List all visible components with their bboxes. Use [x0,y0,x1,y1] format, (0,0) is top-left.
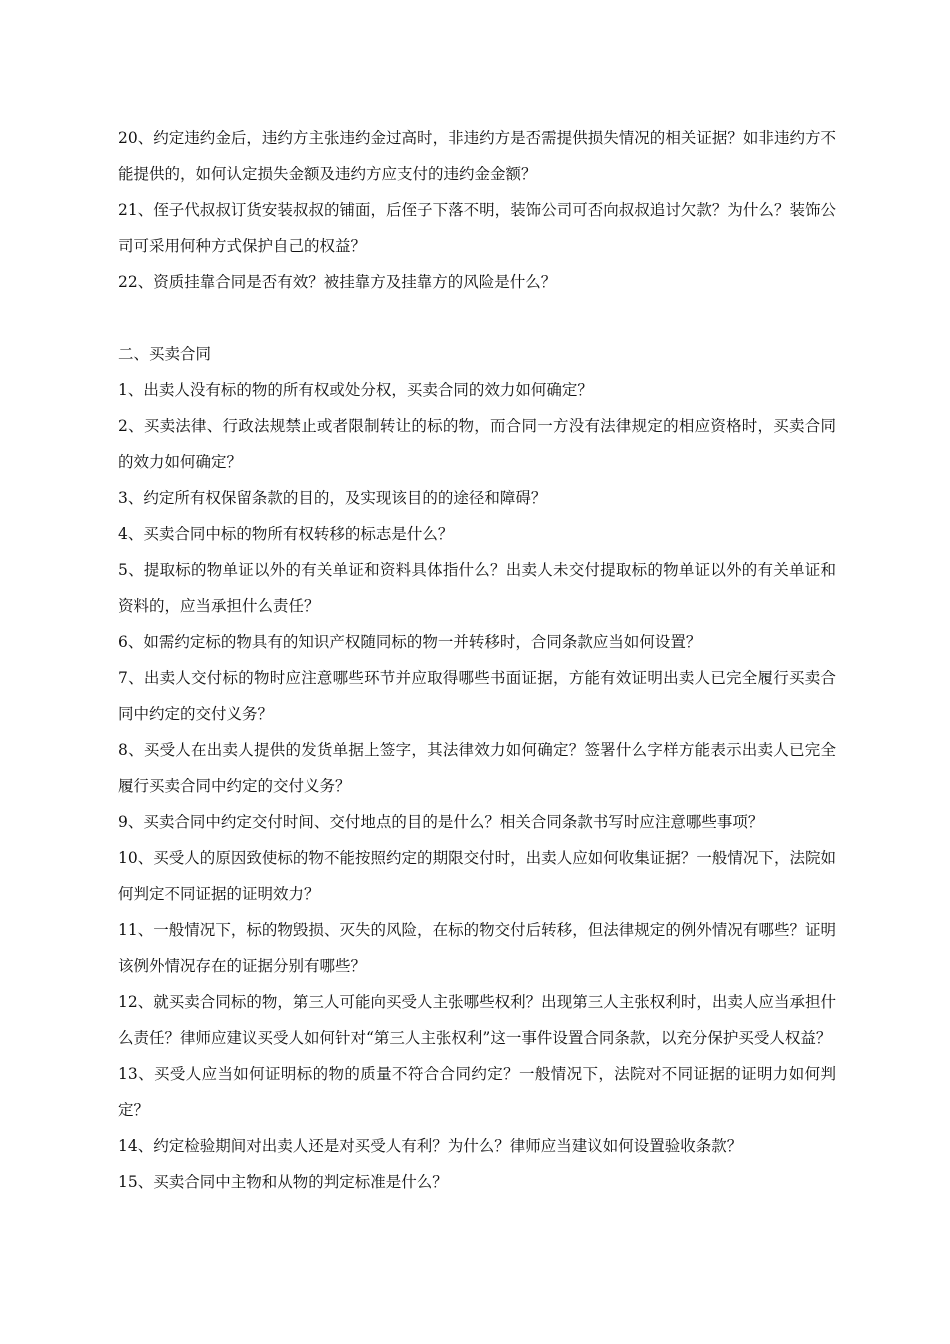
question-item: 9、买卖合同中约定交付时间、交付地点的目的是什么？相关合同条款书写时应注意哪些事项？ [118,813,764,831]
section-heading: 二、买卖合同 [118,345,212,363]
question-item: 15、买卖合同中主物和从物的判定标准是什么？ [118,1173,448,1191]
question-item: 14、约定检验期间对出卖人还是对买受人有利？为什么？律师应当建议如何设置验收条款？ [118,1137,743,1155]
question-item: 21、侄子代叔叔订货安装叔叔的铺面，后侄子下落不明，装饰公司可否向叔叔追讨欠款？为什么？装饰公司可采用何种方式保护自己的权益？ [118,201,836,255]
question-item: 5、提取标的物单证以外的有关单证和资料具体指什么？出卖人未交付提取标的物单证以外的有关单证和资料的，应当承担什么责任？ [118,561,836,615]
question-item: 8、买受人在出卖人提供的发货单据上签字，其法律效力如何确定？签署什么字样方能表示出卖人已完全履行买卖合同中约定的交付义务？ [118,741,836,795]
question-item: 7、出卖人交付标的物时应注意哪些环节并应取得哪些书面证据，方能有效证明出卖人已完全履行买卖合同中约定的交付义务？ [118,669,836,723]
question-item: 2、买卖法律、行政法规禁止或者限制转让的标的物，而合同一方没有法律规定的相应资格时，买卖合同的效力如何确定？ [118,417,836,471]
question-item: 20、约定违约金后，违约方主张违约金过高时，非违约方是否需提供损失情况的相关证据？如非违约方不能提供的，如何认定损失金额及违约方应支付的违约金金额？ [118,129,836,183]
document-body [118,120,836,1200]
question-item: 22、资质挂靠合同是否有效？被挂靠方及挂靠方的风险是什么？ [118,273,557,291]
question-item: 11、一般情况下，标的物毁损、灭失的风险，在标的物交付后转移，但法律规定的例外情况有哪些？证明该例外情况存在的证据分别有哪些？ [118,921,836,975]
question-item: 4、买卖合同中标的物所有权转移的标志是什么？ [118,525,454,543]
question-item: 12、就买卖合同标的物，第三人可能向买受人主张哪些权利？出现第三人主张权利时，出卖人应当承担什么责任？律师应建议买受人如何针对“第三人主张权利”这一事件设置合同条款，以充分保护买受人权益？ [118,993,836,1047]
question-item: 13、买受人应当如何证明标的物的质量不符合合同约定？一般情况下，法院对不同证据的证明力如何判定？ [118,1065,836,1119]
question-item: 1、出卖人没有标的物的所有权或处分权，买卖合同的效力如何确定？ [118,381,593,399]
question-item: 10、买受人的原因致使标的物不能按照约定的期限交付时，出卖人应如何收集证据？一般情况下，法院如何判定不同证据的证明效力？ [118,849,836,903]
question-item: 6、如需约定标的物具有的知识产权随同标的物一并转移时，合同条款应当如何设置？ [118,633,702,651]
question-item: 3、约定所有权保留条款的目的，及实现该目的的途径和障碍？ [118,489,547,507]
